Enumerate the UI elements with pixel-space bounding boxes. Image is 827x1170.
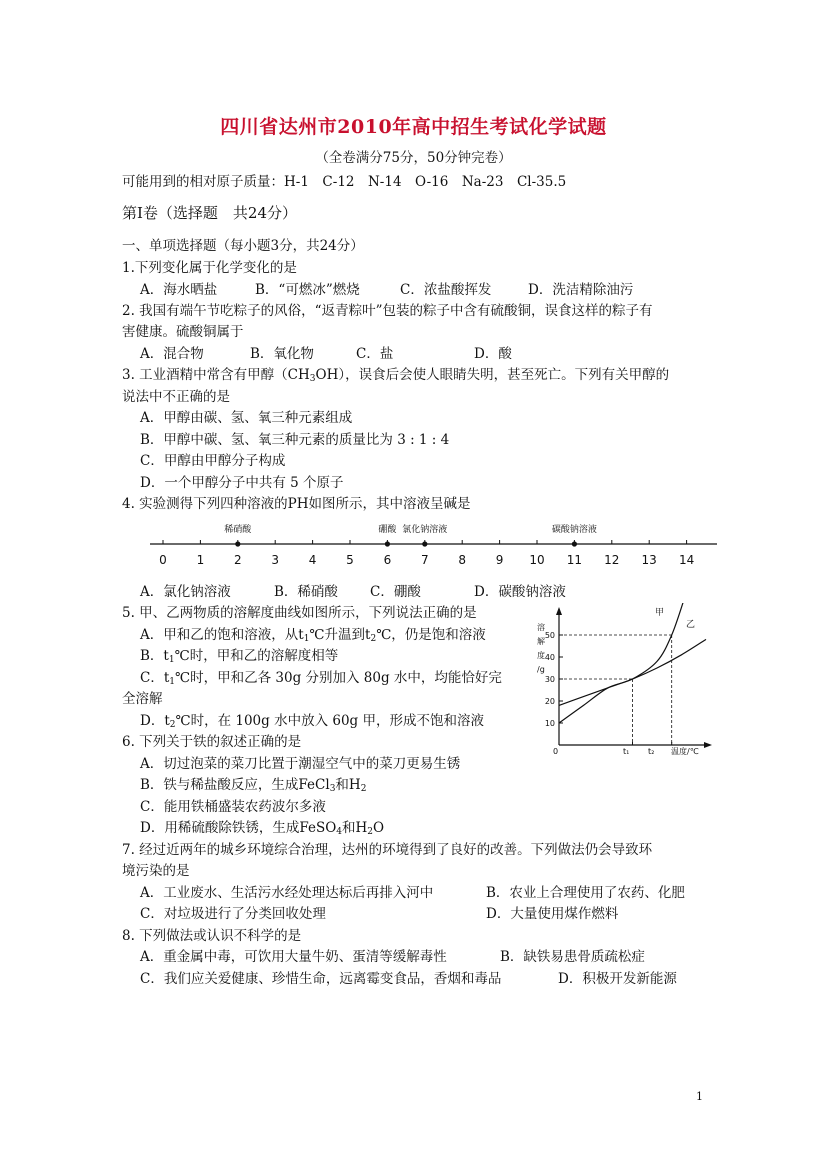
q8-option-a: A．重金属中毒，可饮用大量牛奶、蛋清等缓解毒性: [140, 949, 447, 965]
q7-option-a: A．工业废水、生活污水经处理达标后再排入河中: [140, 885, 434, 901]
q5-option-b: B．$t_1℃$时，甲和乙的溶解度相等: [140, 648, 339, 665]
ph-point-label: 稀硝酸: [224, 525, 252, 535]
q1-stem: 1.下列变化属于化学变化的是: [122, 260, 297, 276]
q4-option-a: A．氯化钠溶液: [140, 584, 231, 600]
q8-stem: 8. 下列做法或认识不科学的是: [122, 928, 302, 944]
q2-stem-line1: 2. 我国有端午节吃粽子的风俗，“返青粽叶”包装的粽子中含有硫酸铜，误食这样的粽子有: [122, 303, 653, 319]
q4-option-c: C．硼酸: [370, 584, 421, 600]
q7-stem-line1: 7. 经过近两年的城乡环境综合治理，达州的环境得到了良好的改善。下列做法仍会导致环: [122, 842, 653, 858]
ph-point-label: 碳酸钠溶液: [551, 525, 597, 535]
y-tick-label: 20: [544, 697, 555, 706]
ph-point-label: 氯化钠溶液: [402, 525, 448, 535]
atomic-masses: 可能用到的相对原子质量：H-1 C-12 N-14 O-16 Na-23 Cl-35.5: [122, 174, 567, 190]
y-tick-label: 10: [544, 719, 555, 728]
q2-option-d: D．酸: [474, 346, 512, 362]
q3-option-b: B．甲醇中碳、氢、氧三种元素的质量比为 3 : 1 : 4: [140, 432, 450, 448]
ph-tick-label: 6: [383, 553, 392, 567]
q5-option-d: D．$t_2℃$时，在 100g 水中放入 60g 甲，形成不饱和溶液: [140, 713, 484, 730]
ph-point: [572, 541, 577, 546]
q1-option-c: C．浓盐酸挥发: [400, 282, 492, 298]
q7-option-d: D．大量使用煤作燃料: [486, 906, 619, 922]
y-tick-label: 50: [544, 631, 555, 640]
q6-option-a: A．切过泡菜的菜刀比置于潮湿空气中的菜刀更易生锈: [140, 756, 461, 772]
ph-tick-label: 10: [529, 553, 545, 567]
exam-title: 四川省达州市2010年高中招生考试化学试题: [220, 116, 607, 138]
q6-option-c: C．能用铁桶盛装农药波尔多液: [140, 799, 326, 815]
ph-point-label: 硼酸: [378, 525, 397, 535]
ph-tick-label: 0: [159, 553, 167, 567]
ph-tick-label: 2: [233, 553, 242, 567]
q3-option-d: D．一个甲醇分子中共有 5 个原子: [140, 475, 344, 491]
q3-stem-line1: 3. 工业酒精中常含有甲醇$(CH_3OH)$，误食后会使人眼睛失明，甚至死亡。下列有关甲醇的: [122, 367, 670, 384]
y-tick-label: 30: [544, 675, 555, 684]
x-axis-arrow: [704, 742, 712, 748]
q3-option-c: C．甲醇由甲醇分子构成: [140, 453, 286, 469]
ph-tick-label: 7: [420, 553, 429, 567]
series-label-jia: 甲: [655, 608, 665, 618]
q2-option-b: B．氧化物: [250, 346, 314, 362]
q2-stem-line2: 害健康。硫酸铜属于: [122, 324, 244, 340]
q1-option-a: A．海水晒盐: [140, 282, 218, 298]
ph-tick-label: 11: [566, 553, 583, 567]
y-label-4: /g: [537, 665, 545, 674]
q6-stem: 6. 下列关于铁的叙述正确的是: [122, 734, 302, 750]
y-label-2: 解: [537, 637, 545, 646]
ph-tick-label: 12: [604, 553, 620, 567]
q8-option-b: B．缺铁易患骨质疏松症: [500, 949, 645, 965]
q8-option-d: D．积极开发新能源: [558, 971, 677, 987]
q1-option-d: D．洗洁精除油污: [528, 282, 634, 298]
q8-option-c: C．我们应关爱健康、珍惜生命，远离霉变食品，香烟和毒品: [140, 971, 502, 987]
solubility-chart: [528, 603, 718, 758]
x-tick-t2: t₂: [648, 747, 655, 756]
q4-option-b: B．稀硝酸: [274, 584, 338, 600]
q5-option-a: A．甲和乙的饱和溶液，从$t_1℃$升温到$t_2℃$，仍是饱和溶液: [140, 627, 486, 644]
ph-tick-label: 1: [196, 553, 205, 567]
series-line-jia: [559, 603, 684, 723]
q6-option-b: B．铁与稀盐酸反应，生成FeCl$_3$和$H_2$: [140, 777, 367, 794]
section1-heading: 一、单项选择题（每小题3分，共24分）: [122, 238, 364, 254]
ph-tick-label: 8: [458, 553, 467, 567]
ph-tick-label: 5: [346, 553, 354, 567]
ph-point: [235, 541, 240, 546]
q2-option-c: C．盐: [356, 346, 394, 362]
q7-option-b: B．农业上合理使用了农药、化肥: [486, 885, 685, 901]
ph-point: [422, 541, 427, 546]
q5-option-c: C．$t_1℃$时，甲和乙各 30g 分别加入 80g 水中，均能恰好完: [140, 670, 502, 687]
ph-tick-label: 9: [495, 553, 504, 567]
ph-tick-label: 13: [641, 553, 657, 567]
page-number: 1: [696, 1090, 703, 1103]
q3-stem-line2: 说法中不正确的是: [122, 389, 230, 405]
exam-subtitle: （全卷满分75分，50分钟完卷）: [315, 150, 512, 166]
y-label-1: 溶: [537, 623, 545, 632]
q5-option-c-continued: 全溶解: [122, 691, 163, 707]
q4-option-d: D．碳酸钠溶液: [474, 584, 566, 600]
ph-scale-figure: [145, 518, 725, 570]
y-axis-arrow: [556, 607, 562, 615]
series-label-yi: 乙: [686, 620, 696, 630]
q4-stem: 4. 实验测得下列四种溶液的PH如图所示，其中溶液呈碱是: [122, 496, 471, 512]
ph-tick-label: 4: [308, 553, 317, 567]
y-label-3: 度: [537, 651, 545, 660]
q1-option-b: B．“可燃冰”燃烧: [255, 282, 360, 298]
q2-option-a: A．混合物: [140, 346, 204, 362]
ph-point: [385, 541, 390, 546]
y-tick-label: 40: [544, 653, 555, 662]
q6-option-d: D．用稀硫酸除铁锈，生成FeSO$_4$和$H_2O$: [140, 820, 385, 837]
x-tick-t1: t₁: [623, 747, 630, 756]
x-tick-0: 0: [553, 747, 559, 756]
q7-stem-line2: 境污染的是: [122, 863, 190, 879]
ph-tick-label: 14: [678, 553, 695, 567]
q5-stem: 5. 甲、乙两物质的溶解度曲线如图所示，下列说法正确的是: [122, 605, 477, 621]
x-axis-label: 温度/℃: [671, 747, 699, 756]
q3-option-a: A．甲醇由碳、氢、氧三种元素组成: [140, 410, 353, 426]
part1-heading: 第Ⅰ卷（选择题 共24分）: [122, 204, 298, 222]
ph-tick-label: 3: [271, 553, 280, 567]
q7-option-c: C．对垃圾进行了分类回收处理: [140, 906, 326, 922]
